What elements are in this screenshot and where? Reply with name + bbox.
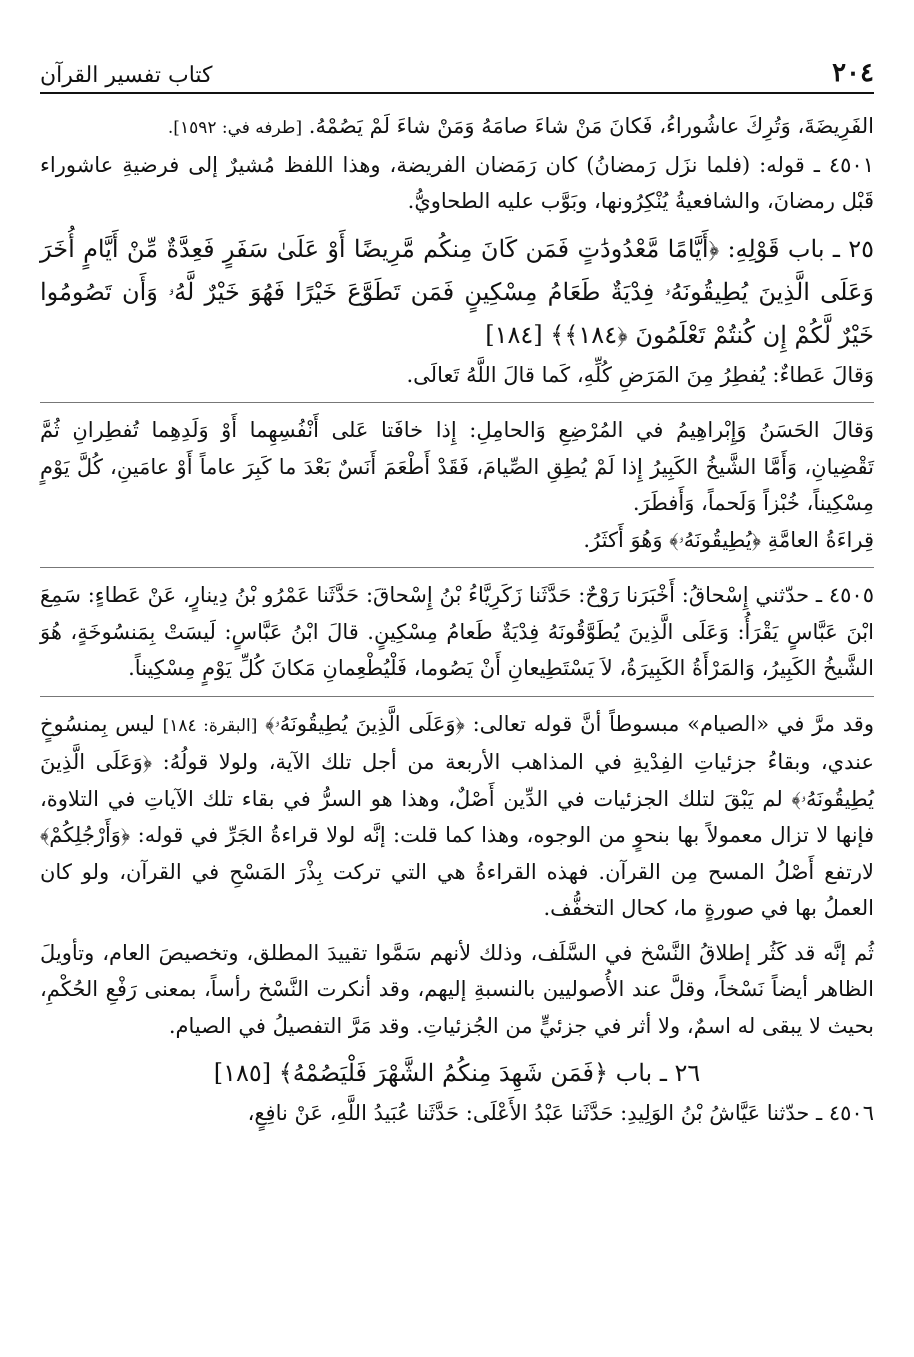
quran-reference: [البقرة: ١٨٤] — [162, 715, 258, 736]
cross-reference: [طرفه في: ١٥٩٢]. — [167, 118, 303, 138]
divider — [40, 696, 874, 697]
divider — [40, 567, 874, 568]
reading-note: قِراءَةُ العامَّةِ ﴿يُطِيقُونَهُۥ﴾ وَهُوَ أَكثَرُ. — [583, 527, 874, 552]
commentary-text: وقد مرَّ في «الصيام» مبسوطاً أنَّ قوله تعالى: ﴿وَعَلَى الَّذِينَ يُطِيقُونَهُۥ﴾ — [265, 711, 874, 736]
hadith-4506: ٤٥٠٦ ـ حدّثنا عَيَّاشُ بْنُ الوَلِيدِ: حَدَّثَنا عَبْدُ الأَعْلَى: حَدَّثَنا عُبَيدُ اللَّهِ، عَنْ نافِعٍ، — [247, 1101, 874, 1125]
page-content — [40, 108, 874, 1132]
ata-statement: وَقالَ عَطاءٌ: يُفطِرُ مِنَ المَرَضِ كُلِّهِ، كَما قالَ اللَّهُ تَعالَى. — [406, 362, 874, 387]
page-number: ٢٠٤ — [832, 58, 874, 88]
paragraph-text: الفَرِيضَةَ، وَتُرِكَ عاشُوراءُ، فَكانَ مَنْ شاءَ صامَهُ وَمَنْ شاءَ لَمْ يَصُمْهُ. — [308, 114, 874, 138]
commentary-paragraph — [40, 706, 874, 927]
commentary-naskh: ثُم إنَّه قد كَثُر إطلاقُ النَّسْخ في السَّلَف، وذلك لأنهم سَمَّوا تقييدَ المطلق، وتخصيصَ العام، وتأويلَ الظاهر أيضاً نَسْخاً، وقلَّ عند الأُصوليين بالنسبةِ إليهم، وقد أنكرت النَّسْخ رأساً، بمعنى رَفْعِ الحُكْمِ، بحيث لا يبقى له اسمٌ، ولا أثر في جزئيٍّ من الجُزئياتِ. وقد مَرَّ التفصيلُ في الصيام. — [40, 940, 874, 1038]
page-header — [40, 52, 874, 94]
book-title: كتاب تفسير القرآن — [40, 63, 213, 88]
chapter-26-heading: ٢٦ ـ باب ﴿فَمَن شَهِدَ مِنكُمُ الشَّهْرَ فَلْيَصُمْهُ﴾ [١٨٥] — [213, 1059, 701, 1087]
chapter-25-heading: ٢٥ ـ باب قَوْلِهِ: ﴿أَيَّامًا مَّعْدُودَٰتٍ فَمَن كَانَ مِنكُم مَّرِيضًا أَوْ عَلَىٰ سَفَرٍ فَعِدَّةٌ مِّنْ أَيَّامٍ أُخَرَ وَعَلَى الَّذِينَ يُطِيقُونَهُۥ فِدْيَةٌ طَعَامُ مِسْكِينٍ فَمَن تَطَوَّعَ خَيْرًا فَهُوَ خَيْرٌ لَّهُۥ وَأَن تَصُومُوا خَيْرٌ لَّكُمْ إِن كُنتُمْ تَعْلَمُونَ ﴿١٨٤﴾﴾ [١٨٤] — [40, 234, 875, 349]
hasan-ibrahim-statement: وَقالَ الحَسَنُ وَإِبْراهِيمُ في المُرْضِعِ وَالحامِلِ: إِذا خافَتا عَلى أَنْفُسِهِما أَوْ وَلَدِهِما تُفطِرانِ ثُمَّ تَقْضِيانِ، وَأَمَّا الشَّيخُ الكَبِيرُ إِذا لَمْ يُطِقِ الصِّيامَ، فَقَدْ أَطْعَمَ أَنَسٌ بَعْدَ ما كَبِرَ عاماً أَوْ عامَينِ، كُلَّ يَوْمٍ مِسْكِيناً، خُبْزاً وَلَحماً، وَأَفطَرَ. — [40, 418, 874, 515]
paragraph-continuation — [40, 108, 874, 147]
divider — [40, 402, 874, 403]
hadith-4505: ٤٥٠٥ ـ حدّثني إِسْحاقُ: أَخْبَرَنا رَوْحٌ: حَدَّثَنا زَكَرِيَّاءُ بْنُ إِسْحاقَ: حَدَّثَنا عَمْرُو بْنُ دِينارٍ، عَنْ عَطاءٍ: سَمِعَ ابْنَ عَبَّاسٍ يَقْرَأُ: وَعَلَى الَّذِينَ يُطَوَّقُونَهُ فِدْيَةٌ طَعامُ مِسْكِينٍ. قالَ ابْنُ عَبَّاسٍ: لَيسَتْ بِمَنسُوخَةٍ، هُوَ الشَّيخُ الكَبِيرُ، وَالمَرْأَةُ الكَبِيرَةُ، لاَ يَسْتَطِيعانِ أَنْ يَصُوما، فَلْيُطْعِمانِ مَكانَ كُلِّ يَوْمٍ مِسْكِيناً. — [40, 583, 874, 680]
commentary-4501: ٤٥٠١ ـ قوله: (فلما نزَل رَمضانُ) كان رَمَضان الفريضة، وهذا اللفظ مُشيرٌ إلى فرضيةِ عاشوراء قَبْل رمضانَ، والشافعيةُ يُنْكِرُونها، وبَوَّب عليه الطحاويُّ. — [40, 152, 874, 213]
commentary-text-continued: ليس بِمنسُوخٍ عندي، وبقاءُ جزئياتِ الفِدْيةِ في المذاهب الأربعة من أجل تلك الآية، ولولا قولُهُ: ﴿وَعَلَى الَّذِينَ يُطِيقُونَهُۥ﴾ لم يَبْقَ لتلك الجزئيات في الدِّين أَصْلٌ، وهذا هو السرُّ في بقاء تلك الآياتِ في التلاوة، فإنها لا تزال معمولاً بها بنحوٍ من الوجوه، وهذا كما قلت: إنَّه لولا قراءةُ الجَرِّ في قوله: ﴿وَأَرْجُلِكُمْ﴾ لارتفع أَصْلُ المسح مِن القرآن. فهذه القراءةُ هي التي تركت بِذْرَ المَسْحِ في القرآن، ولو كان العملُ بها في صورةٍ ما، كحال التخفُّف. — [40, 711, 874, 920]
